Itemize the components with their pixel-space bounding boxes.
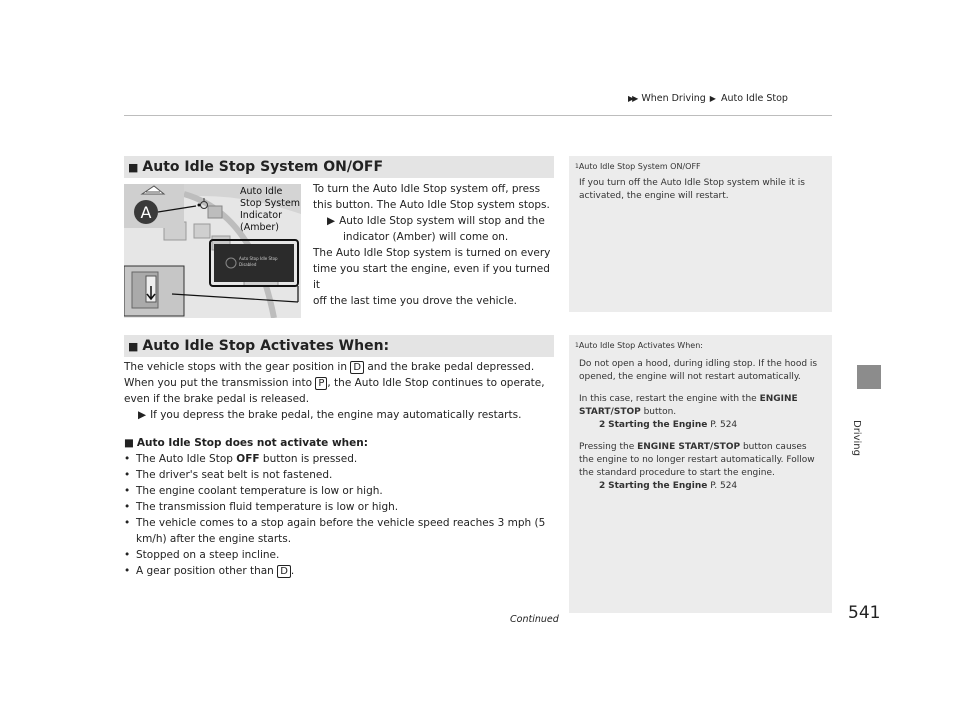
list-item — [124, 483, 564, 499]
body-line: To turn the Auto Idle Stop system off, press — [313, 183, 541, 195]
indicator-label-line: Stop System — [240, 198, 301, 209]
text: If you depress the brake pedal, the engine may automatically restarts. — [150, 409, 522, 421]
page-reference[interactable] — [577, 419, 824, 432]
text: A gear position other than — [136, 565, 274, 577]
double-triangle-icon: ▶▶ — [628, 94, 637, 103]
list-item — [124, 467, 564, 483]
screen-text-line2: Disabled — [239, 262, 257, 267]
indicator-label-line: (Amber) — [240, 222, 279, 233]
text: The driver's seat belt is not fastened. — [136, 469, 333, 481]
list-item — [124, 563, 564, 579]
text: Auto Idle Stop does not activate when: — [136, 437, 368, 449]
body-line: The Auto Idle Stop system is turned on every — [313, 247, 551, 259]
text: The engine coolant temperature is low or high. — [136, 485, 383, 497]
section-header-on-off — [124, 156, 554, 178]
body-line: time you start the engine, even if you turned it — [313, 263, 550, 291]
header-divider — [124, 115, 832, 116]
note-line: the engine to no longer restart automatically. Follow — [579, 455, 815, 465]
note-title-text: Auto Idle Stop System ON/OFF — [578, 162, 701, 171]
text: , the Auto Idle Stop continues to operate, — [327, 377, 545, 389]
breadcrumb-when-driving[interactable]: When Driving — [641, 93, 706, 104]
body-line — [124, 375, 564, 391]
list-item — [124, 451, 564, 467]
section-title: Auto Idle Stop Activates When: — [142, 338, 390, 354]
result-arrow-icon: ▶ — [327, 215, 336, 227]
reference-page[interactable]: P. 524 — [710, 481, 738, 491]
side-note-activates — [569, 335, 832, 613]
section1-body — [313, 181, 558, 309]
text: The vehicle comes to a stop again before the vehicle speed reaches 3 mph (5 — [136, 517, 546, 529]
note-line: opened, the engine will not restart automatically. — [579, 372, 801, 382]
gear-p-key: P — [315, 377, 327, 390]
subheading — [124, 435, 564, 451]
page-number: 541 — [848, 603, 881, 623]
reference-label[interactable]: Starting the Engine — [608, 481, 708, 491]
note-line: If you turn off the Auto Idle Stop system while it is — [579, 178, 805, 188]
section-header-activates — [124, 335, 554, 357]
off-label: OFF — [236, 453, 260, 465]
body-line: off the last time you drove the vehicle. — [313, 295, 518, 307]
text: Stopped on a steep incline. — [136, 549, 280, 561]
gear-d-key: D — [277, 565, 291, 578]
body-line: even if the brake pedal is released. — [124, 393, 310, 405]
bullet-icon: • — [124, 501, 131, 513]
indicator-label-line: Indicator — [240, 210, 282, 221]
list-item — [124, 499, 564, 515]
note-title — [575, 339, 824, 352]
bullet-icon: • — [124, 453, 131, 465]
start-stop-label: START/STOP — [579, 407, 641, 417]
bullet-icon: • — [124, 485, 131, 497]
reference-arrow-icon: 2 — [599, 481, 606, 491]
text: The transmission fluid temperature is low or high. — [136, 501, 399, 513]
side-note-on-off — [569, 156, 832, 312]
breadcrumb — [628, 93, 788, 104]
note-line: In this case, restart the engine with the — [579, 394, 757, 404]
text: and the brake pedal depressed. — [367, 361, 535, 373]
note-line: activated, the engine will restart. — [579, 191, 729, 201]
note-line: button. — [643, 407, 677, 417]
result-arrow-icon: ▶ — [138, 409, 147, 421]
bullet-icon: • — [124, 469, 131, 481]
section2-body — [124, 359, 564, 579]
result-line — [124, 407, 564, 423]
section-title: Auto Idle Stop System ON/OFF — [142, 159, 384, 175]
note-number: 1 — [575, 342, 579, 349]
note-title-text: Auto Idle Stop Activates When: — [578, 341, 703, 350]
reference-arrow-icon: 2 — [599, 420, 606, 430]
triangle-icon: ▶ — [709, 94, 716, 103]
reference-label[interactable]: Starting the Engine — [608, 420, 708, 430]
continued-label: Continued — [510, 614, 559, 625]
body-line: this button. The Auto Idle Stop system stops. — [313, 199, 550, 211]
note-line: Do not open a hood, during idling stop. If the hood is — [579, 359, 818, 369]
breadcrumb-auto-idle-stop[interactable]: Auto Idle Stop — [720, 93, 788, 104]
chapter-tab-marker — [857, 365, 881, 389]
body-line — [124, 359, 564, 375]
body-line: Auto Idle Stop system will stop and the — [339, 215, 545, 227]
note-line: button causes — [742, 442, 807, 452]
note-number: 1 — [575, 163, 579, 170]
note-line: Pressing the — [579, 442, 635, 452]
square-bullet-icon: ■ — [124, 437, 134, 449]
list-item — [124, 547, 564, 563]
page-reference[interactable] — [577, 480, 824, 493]
screen-text-line1: Auto Stop Idle Stop — [239, 256, 278, 261]
reference-page[interactable]: P. 524 — [710, 420, 738, 430]
bullet-icon: • — [124, 517, 131, 529]
body-line: indicator (Amber) will come on. — [343, 231, 509, 243]
text: The Auto Idle Stop — [136, 453, 233, 465]
indicator-label — [240, 186, 300, 234]
note-title — [575, 160, 824, 173]
list-item-continued: km/h) after the engine starts. — [136, 533, 292, 545]
indicator-label-line: Auto Idle — [240, 186, 283, 197]
square-bullet-icon: ■ — [128, 160, 139, 174]
note-line: the standard procedure to start the engine. — [579, 468, 775, 478]
engine-label: ENGINE — [759, 394, 798, 404]
callout-a: A — [140, 203, 152, 222]
text: . — [290, 565, 295, 577]
list-item — [124, 515, 564, 531]
chapter-tab-label[interactable]: Driving — [851, 420, 862, 456]
gear-d-key: D — [350, 361, 364, 374]
engine-start-stop-label: ENGINE START/STOP — [637, 442, 741, 452]
text: When you put the transmission into — [124, 377, 312, 389]
square-bullet-icon: ■ — [128, 339, 139, 353]
text: button is pressed. — [262, 453, 358, 465]
bullet-icon: • — [124, 565, 131, 577]
result-line — [313, 213, 558, 229]
bullet-icon: • — [124, 549, 131, 561]
text: The vehicle stops with the gear position in — [124, 361, 347, 373]
